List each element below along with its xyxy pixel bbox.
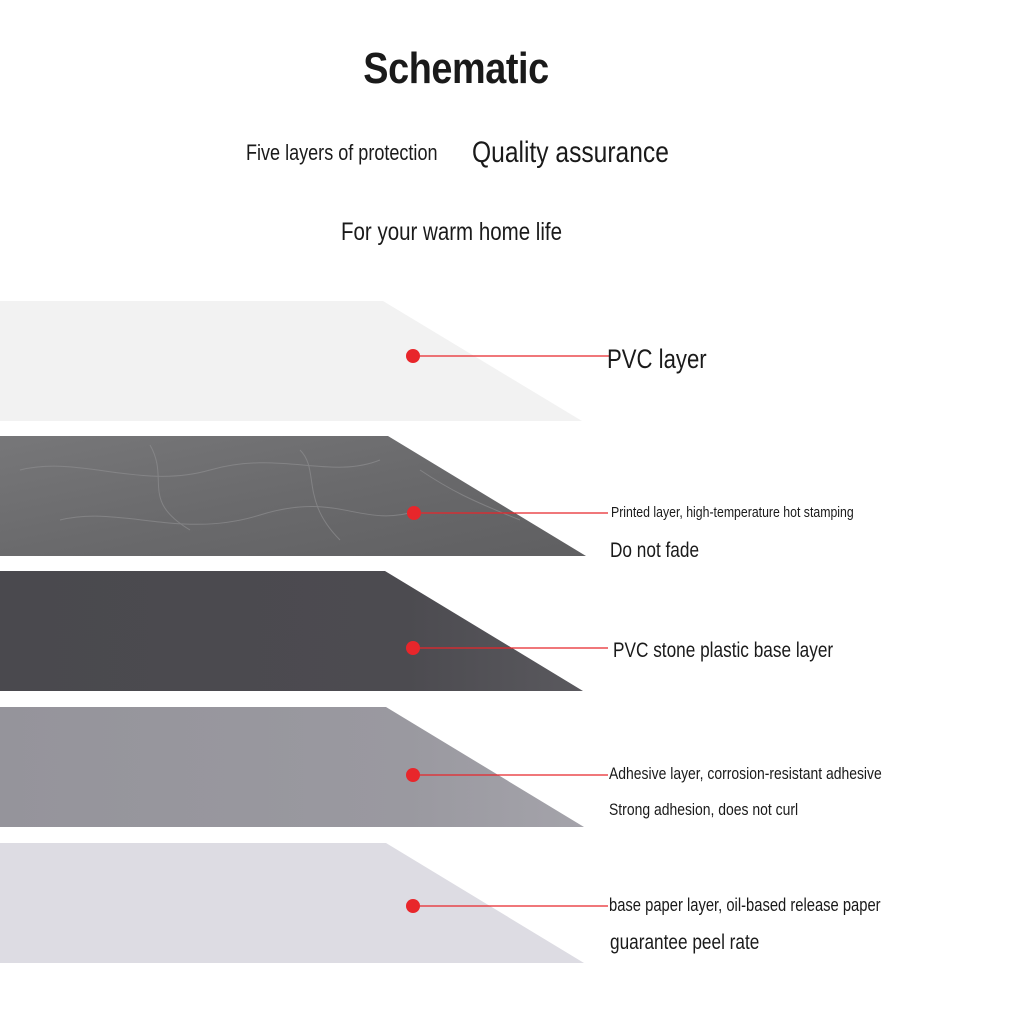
marker-dot-icon — [406, 641, 420, 655]
label-paper-layer-note: guarantee peel rate — [610, 931, 760, 954]
printed-layer-sheet — [0, 436, 586, 556]
marker-dot-icon — [406, 899, 420, 913]
label-adhesive-layer: Adhesive layer, corrosion-resistant adhesive — [609, 764, 882, 783]
label-pvc-layer: PVC layer — [607, 344, 707, 374]
base-paper-layer-sheet — [0, 843, 584, 963]
label-base-layer: PVC stone plastic base layer — [613, 639, 834, 662]
label-paper-layer: base paper layer, oil-based release paper — [609, 895, 881, 915]
marker-dot-icon — [407, 506, 421, 520]
stone-plastic-base-sheet — [0, 571, 583, 691]
subheading-quality: Quality assurance — [472, 136, 669, 169]
marker-dot-icon — [406, 349, 420, 363]
tagline: For your warm home life — [341, 218, 563, 246]
label-adhesive-layer-note: Strong adhesion, does not curl — [609, 800, 799, 819]
label-printed-layer: Printed layer, high-temperature hot stamping — [611, 504, 854, 521]
label-printed-layer-note: Do not fade — [610, 539, 700, 562]
marker-dot-icon — [406, 768, 420, 782]
adhesive-layer-sheet — [0, 707, 584, 827]
diagram-title: Schematic — [363, 44, 549, 93]
subheading-protection: Five layers of protection — [246, 140, 438, 165]
pvc-layer-sheet — [0, 301, 582, 421]
